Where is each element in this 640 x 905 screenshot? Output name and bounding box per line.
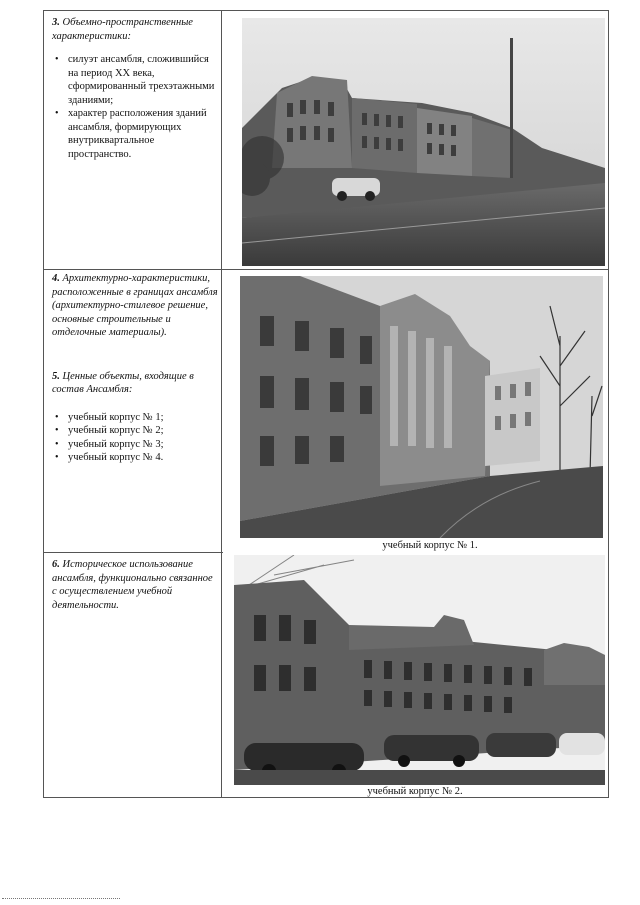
- row-4-number: 4.: [52, 273, 60, 284]
- row-3-heading-text: Объемно-пространственные характеристики:: [52, 17, 193, 42]
- column-divider: [221, 10, 222, 798]
- row-4-text-cell: [52, 272, 220, 465]
- caption-building-2: учебный корпус № 2.: [367, 786, 463, 797]
- row-5-number: 5.: [52, 370, 60, 382]
- row-3-text-cell: [52, 16, 218, 161]
- list-item: • учебный корпус № 4.: [68, 451, 220, 465]
- row-5-bullet-list: [52, 411, 220, 465]
- row-divider-2: [43, 552, 223, 553]
- footnote-rule: [2, 898, 120, 899]
- photo-building-2: [234, 555, 605, 785]
- row-5-heading: [52, 370, 220, 397]
- row-6-heading: [52, 558, 218, 612]
- row-3-number: 3.: [52, 17, 60, 28]
- row-6-heading-text: Историческое использование ансамбля, функционально связанное с осуществлением учебной деятельности.: [52, 559, 213, 611]
- row-6-number: 6.: [52, 559, 60, 570]
- list-item: • характер расположения зданий ансамбля, формирующих внутриквартальное пространство.: [68, 107, 218, 161]
- list-item: • учебный корпус № 1;: [68, 411, 220, 425]
- caption-building-1: учебный корпус № 1.: [382, 540, 478, 551]
- row-4-heading-text: Архитектурно-характеристики, расположенные в границах ансамбля (архитектурно-стилевое решение, основные строительные и отделочные материалы).: [52, 273, 218, 338]
- list-item: • учебный корпус № 3;: [68, 438, 220, 452]
- photo-street-view: [242, 18, 605, 266]
- row-6-text-cell: [52, 558, 218, 612]
- list-item: • учебный корпус № 2;: [68, 424, 220, 438]
- photo-building-1: [240, 276, 603, 538]
- row-3-heading: [52, 16, 218, 43]
- row-4-heading: [52, 272, 220, 340]
- row-5-heading-text: Ценные объекты, входящие в состав Ансамбля:: [52, 370, 194, 395]
- list-item: • силуэт ансамбля, сложившийся на период XX века, сформированный трехэтажными зданиями;: [68, 53, 218, 107]
- row-3-bullet-list: [52, 53, 218, 161]
- row-divider-1: [43, 269, 609, 270]
